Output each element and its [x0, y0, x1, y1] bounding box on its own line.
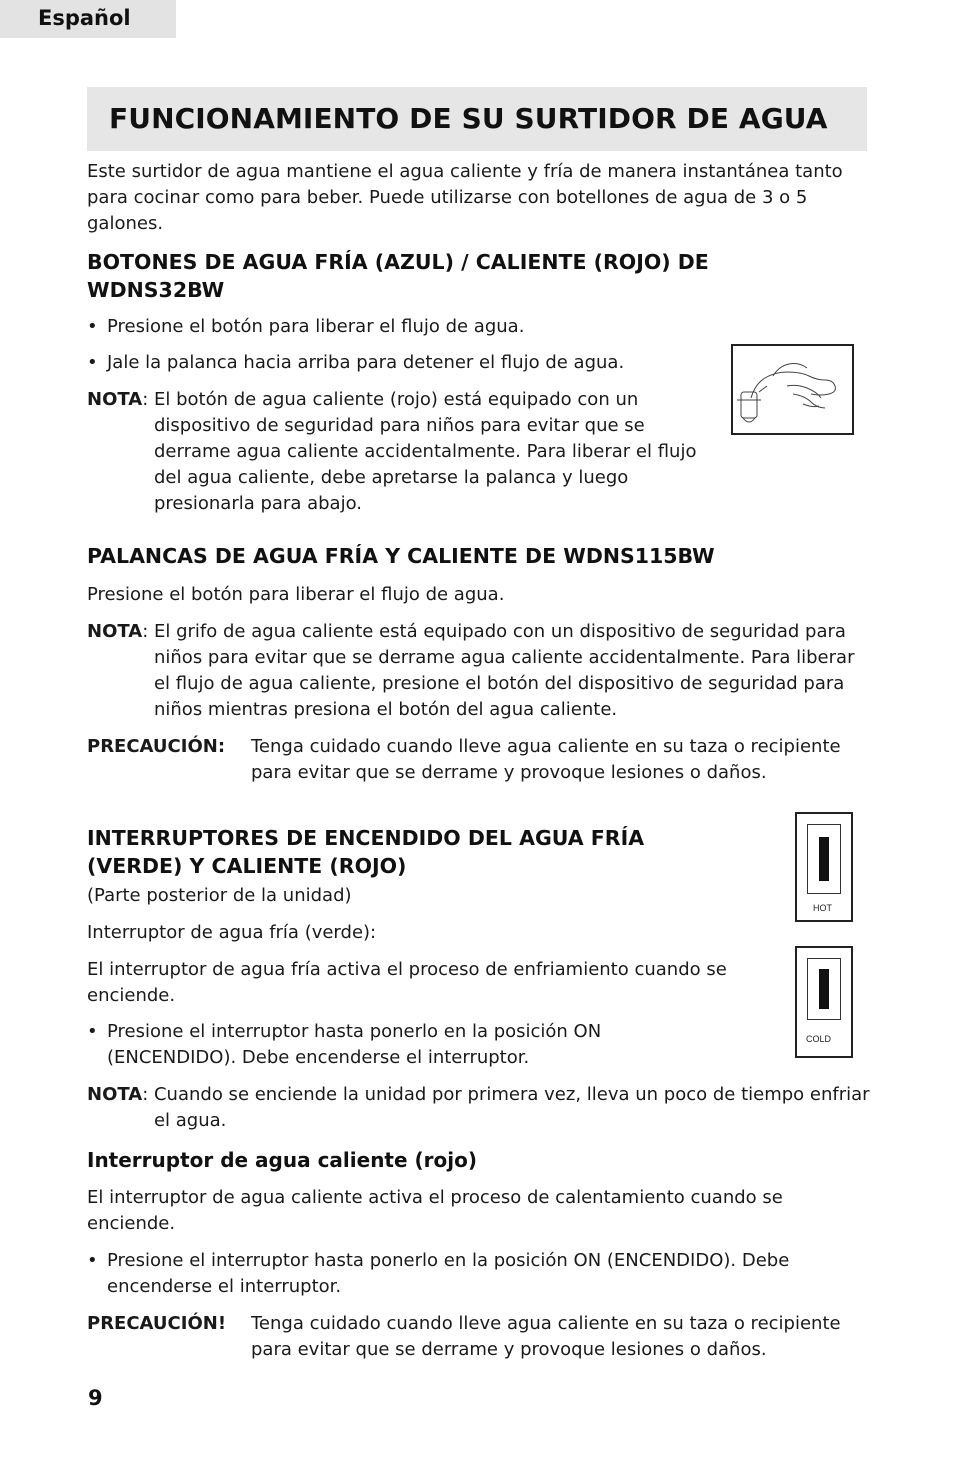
section4-caution	[87, 1311, 847, 1363]
section3-note	[87, 1082, 872, 1134]
section1-heading: BOTONES DE AGUA FRÍA (AZUL) / CALIENTE (ROJO) DE WDNS32BW	[87, 250, 709, 302]
section2-caution	[87, 734, 847, 786]
bullet-text: Jale la palanca hacia arriba para detener el flujo de agua.	[107, 352, 625, 373]
note-label: NOTA	[87, 1084, 143, 1105]
section1-bullet-1	[87, 314, 687, 340]
bullet-dot: •	[87, 1250, 98, 1271]
cold-switch-rocker	[807, 958, 841, 1020]
caution-text: Tenga cuidado cuando lleve agua caliente en su taza o recipiente para evitar que se derrame y provoque lesiones o daños.	[251, 1313, 841, 1360]
section4-heading: Interruptor de agua caliente (rojo)	[87, 1148, 477, 1172]
cold-switch-label: Interruptor de agua fría (verde):	[87, 922, 377, 943]
note-text: Cuando se enciende la unidad por primera vez, lleva un poco de tiempo enfriar el agua.	[153, 1084, 870, 1131]
hot-switch-bar	[819, 837, 829, 881]
page-number: 9	[88, 1386, 103, 1410]
cold-switch-text: El interruptor de agua fría activa el proceso de enfriamiento cuando se enciende.	[87, 959, 727, 1006]
section1-bullet-2	[87, 350, 687, 376]
language-tab	[0, 0, 176, 38]
note-colon: :	[142, 621, 154, 642]
section3-subnote: (Parte posterior de la unidad)	[87, 885, 352, 906]
section4-text: El interruptor de agua caliente activa el proceso de calentamiento cuando se enciende.	[87, 1187, 783, 1234]
section2-text: Presione el botón para liberar el flujo de agua.	[87, 584, 505, 605]
note-label: NOTA	[87, 389, 143, 410]
bullet-dot: •	[87, 1021, 98, 1042]
section2-note	[87, 619, 862, 723]
hot-switch-illustration	[795, 812, 853, 922]
caution-label: PRECAUCIÓN!	[87, 1313, 227, 1334]
bullet-text: Presione el botón para liberar el flujo de agua.	[107, 316, 525, 337]
note-text: El grifo de agua caliente está equipado con un dispositivo de seguridad para niños para evitar que se derrame agua caliente accidentalmente. Para liberar el flujo de agua caliente, presione el botón del dispositivo de seguridad para niños mientras presiona el botón del agua caliente.	[153, 621, 855, 720]
note-colon: :	[142, 1084, 154, 1105]
note-text: El botón de agua caliente (rojo) está equipado con un dispositivo de seguridad para niños para evitar que se derrame agua caliente accidentalmente. Para liberar el flujo del agua caliente, debe apretarse la palanca y luego presionarla para abajo.	[153, 389, 697, 514]
caution-label: PRECAUCIÓN:	[87, 736, 226, 757]
note-label: NOTA	[87, 621, 143, 642]
caution-text: Tenga cuidado cuando lleve agua caliente en su taza o recipiente para evitar que se derrame y provoque lesiones o daños.	[251, 736, 841, 783]
hot-switch-rocker	[807, 824, 841, 894]
language-label: Español	[38, 6, 131, 30]
cold-switch-bar	[819, 969, 829, 1009]
section1-note	[87, 387, 727, 517]
hand-pressing-button-illustration	[731, 344, 854, 435]
section3-heading: INTERRUPTORES DE ENCENDIDO DEL AGUA FRÍA (VERDE) Y CALIENTE (ROJO)	[87, 826, 645, 878]
cold-switch-text: COLD	[806, 1034, 832, 1044]
bullet-text: Presione el interruptor hasta ponerlo en la posición ON (ENCENDIDO). Debe encenderse el interruptor.	[107, 1250, 790, 1297]
hot-switch-text: HOT	[813, 903, 832, 913]
cold-switch-illustration	[795, 946, 853, 1058]
section2-heading: PALANCAS DE AGUA FRÍA Y CALIENTE DE WDNS115BW	[87, 544, 715, 568]
hand-pressing-button-icon	[733, 346, 852, 433]
page-title: FUNCIONAMIENTO DE SU SURTIDOR DE AGUA	[109, 102, 828, 135]
note-colon: :	[142, 389, 154, 410]
page-title-box	[87, 87, 867, 151]
section3-bullet	[87, 1019, 652, 1071]
intro-paragraph: Este surtidor de agua mantiene el agua caliente y fría de manera instantánea tanto para cocinar como para beber. Puede utilizarse con botellones de agua de 3 o 5 galones.	[87, 161, 843, 234]
bullet-dot: •	[87, 352, 98, 373]
section4-bullet	[87, 1248, 827, 1300]
bullet-text: Presione el interruptor hasta ponerlo en la posición ON (ENCENDIDO). Debe encenderse el interruptor.	[107, 1021, 602, 1068]
bullet-dot: •	[87, 316, 98, 337]
